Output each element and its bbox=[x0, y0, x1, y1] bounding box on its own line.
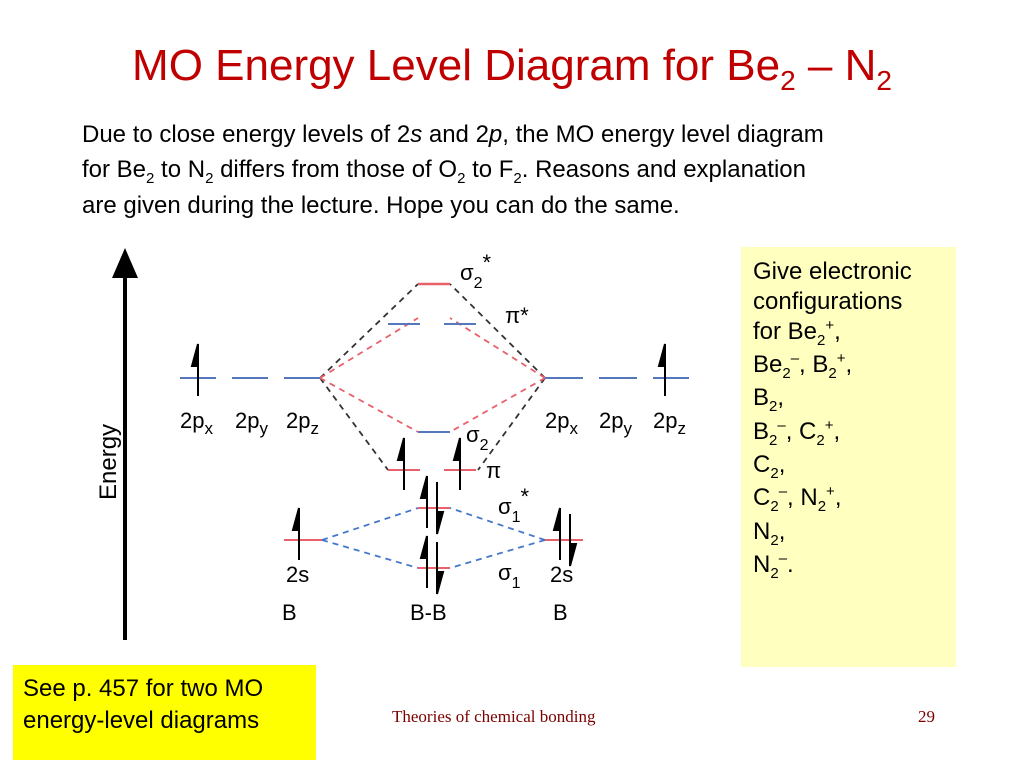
left-2px-label: $2p_x$ bbox=[180, 408, 213, 438]
left-atom-label: B bbox=[282, 600, 297, 625]
connector-line bbox=[450, 378, 545, 432]
electron-up-arrow bbox=[398, 438, 404, 490]
right-2px-label: $2p_x$ bbox=[545, 408, 578, 438]
electron-pair bbox=[421, 536, 443, 594]
electron-pair bbox=[554, 508, 576, 566]
left-2s-label: 2s bbox=[286, 562, 310, 587]
electron-pair bbox=[421, 476, 443, 534]
sigma1-label: $\sigma_1$ bbox=[498, 560, 521, 592]
reference-note: See p. 457 for two MO energy-level diagrams bbox=[13, 665, 316, 760]
connector-line bbox=[322, 508, 418, 540]
connector-line bbox=[450, 284, 545, 378]
sigma2-label: $\sigma_2$ bbox=[466, 422, 489, 454]
energy-axis-label: Energy bbox=[95, 423, 122, 500]
electron-up-arrow bbox=[293, 508, 299, 560]
energy-axis-arrow bbox=[112, 248, 138, 278]
connector-line bbox=[322, 540, 418, 568]
connector-line bbox=[450, 318, 545, 378]
slide-title: MO Energy Level Diagram for $Be_2 - N_2$ bbox=[132, 41, 892, 96]
electron-up-arrow bbox=[659, 344, 665, 396]
sigma2-star-label: $\sigma_2*$ bbox=[460, 250, 492, 292]
footer-title: Theories of chemical bonding bbox=[392, 707, 596, 726]
exercise-box: Give electronic configurations for $Be_2^+$, $Be_2^-$, $B_2^+$, $B_2$, $B_2^-$, $C_2^+$, $C_2$, $C_2^-$, $N_2^+$, $N_2$, $N_2^-$. bbox=[741, 247, 956, 667]
left-2py-label: $2p_y$ bbox=[235, 408, 268, 438]
right-2s-label: 2s bbox=[550, 562, 574, 587]
sigma1-star-label: $\sigma_1*$ bbox=[498, 484, 530, 526]
pi-label: π bbox=[486, 458, 502, 483]
pi-star-label: π* bbox=[505, 303, 529, 328]
connector-line bbox=[320, 318, 418, 378]
right-2pz-label: $2p_z$ bbox=[653, 408, 686, 438]
electron-up-arrow bbox=[454, 438, 460, 490]
molecule-label: B-B bbox=[410, 600, 447, 625]
connector-line bbox=[320, 378, 388, 470]
right-2py-label: $2p_y$ bbox=[599, 408, 632, 438]
left-2pz-label: $2p_z$ bbox=[286, 408, 319, 438]
right-atom-label: B bbox=[553, 600, 568, 625]
page-number: 29 bbox=[918, 707, 935, 726]
electron-up-arrow bbox=[192, 344, 198, 396]
connector-line bbox=[320, 284, 418, 378]
connector-line bbox=[478, 378, 545, 470]
connector-line bbox=[320, 378, 418, 432]
intro-paragraph: Due to close energy levels of 2s and 2p, the MO energy level diagram for $Be_2$ to $N_2$ differs from those of $O_2$ to $F_2$. Reasons and explanation are given during the lecture. Hope you can do the same. bbox=[82, 121, 824, 220]
